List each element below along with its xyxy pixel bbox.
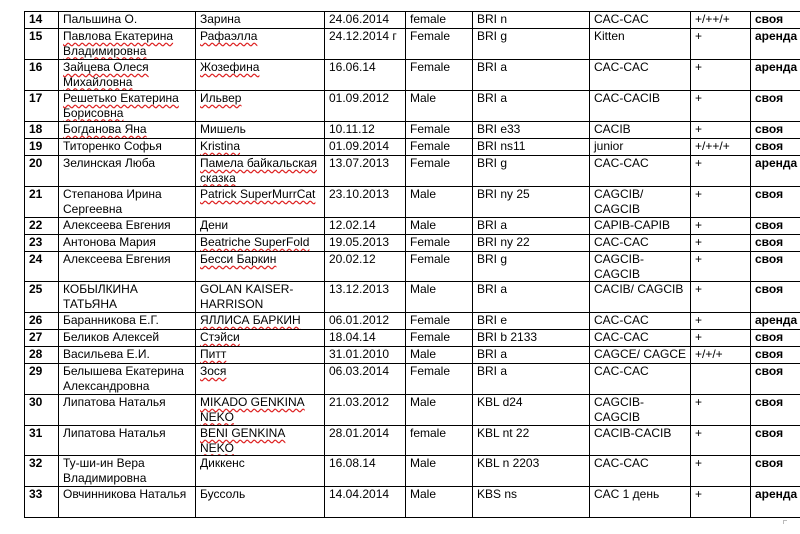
cell-sex: Female bbox=[406, 122, 473, 139]
cell-sex: Female bbox=[406, 364, 473, 395]
cell-title: CAC-CAC bbox=[590, 456, 691, 487]
table-row bbox=[25, 29, 800, 60]
cell-name: Диккенс bbox=[196, 456, 325, 487]
cell-num: 27 bbox=[25, 330, 59, 347]
spellcheck-text: MIKADO GENKINA NEKO bbox=[200, 395, 305, 424]
cell-breed: KBL nt 22 bbox=[473, 426, 590, 456]
cell-rating: + bbox=[691, 313, 751, 330]
cell-rating: + bbox=[691, 60, 751, 91]
cell-birth: 12.02.14 bbox=[325, 218, 406, 235]
table-row bbox=[25, 156, 800, 187]
cell-title: CAC-CAC bbox=[590, 313, 691, 330]
table-row bbox=[25, 282, 800, 313]
cell-status: своя bbox=[751, 91, 800, 122]
cell-owner bbox=[59, 60, 196, 91]
cell-owner: Липатова Наталья bbox=[59, 426, 196, 456]
cell-num: 28 bbox=[25, 347, 59, 364]
cell-name bbox=[196, 139, 325, 156]
table-row bbox=[25, 395, 800, 426]
cell-num: 32 bbox=[25, 456, 59, 487]
cell-status: своя bbox=[751, 12, 800, 29]
cell-status: своя bbox=[751, 235, 800, 252]
cell-title: CACIB/ CAGCIB bbox=[590, 282, 691, 313]
cell-num: 21 bbox=[25, 187, 59, 218]
cell-breed: BRI ns11 bbox=[473, 139, 590, 156]
cell-status: аренда bbox=[751, 313, 800, 330]
cell-name bbox=[196, 252, 325, 282]
table-row bbox=[25, 235, 800, 252]
cell-title: CAC-CAC bbox=[590, 364, 691, 395]
cell-title: CAC-CAC bbox=[590, 60, 691, 91]
cell-num: 31 bbox=[25, 426, 59, 456]
table-row bbox=[25, 218, 800, 235]
table-row bbox=[25, 60, 800, 91]
cell-title: CAC-CAC bbox=[590, 330, 691, 347]
spellcheck-text: Ильвер bbox=[200, 91, 242, 105]
cell-birth: 14.04.2014 bbox=[325, 487, 406, 518]
cell-breed: BRI b 2133 bbox=[473, 330, 590, 347]
cell-num: 20 bbox=[25, 156, 59, 187]
cell-sex: Male bbox=[406, 91, 473, 122]
cell-owner bbox=[59, 29, 196, 60]
cell-num: 26 bbox=[25, 313, 59, 330]
cell-owner: Ту-ши-ин Вера Владимировна bbox=[59, 456, 196, 487]
cell-owner: Васильева Е.И. bbox=[59, 347, 196, 364]
table-body bbox=[25, 12, 800, 518]
cell-breed: BRI g bbox=[473, 156, 590, 187]
cell-num: 25 bbox=[25, 282, 59, 313]
cell-status: своя bbox=[751, 330, 800, 347]
cell-sex: female bbox=[406, 12, 473, 29]
cell-name bbox=[196, 330, 325, 347]
cell-num: 19 bbox=[25, 139, 59, 156]
cell-rating: + bbox=[691, 187, 751, 218]
cell-status: своя bbox=[751, 395, 800, 426]
cell-sex: Male bbox=[406, 456, 473, 487]
cell-sex: Female bbox=[406, 156, 473, 187]
cell-rating: +/++/+ bbox=[691, 139, 751, 156]
cell-status: своя bbox=[751, 282, 800, 313]
cell-birth: 31.01.2010 bbox=[325, 347, 406, 364]
table-row bbox=[25, 347, 800, 364]
cell-title: CAPIB-CAPIB bbox=[590, 218, 691, 235]
cell-birth: 18.04.14 bbox=[325, 330, 406, 347]
cell-status: своя bbox=[751, 218, 800, 235]
cell-breed: BRI a bbox=[473, 60, 590, 91]
cell-title: CAC 1 день bbox=[590, 487, 691, 518]
cell-title: CAC-CAC bbox=[590, 235, 691, 252]
spellcheck-text: Kristina bbox=[200, 139, 241, 153]
cell-breed: BRI a bbox=[473, 282, 590, 313]
cell-status: своя bbox=[751, 426, 800, 456]
cell-breed: BRI ny 22 bbox=[473, 235, 590, 252]
cell-rating: + bbox=[691, 29, 751, 60]
cell-rating: + bbox=[691, 156, 751, 187]
cell-sex: Female bbox=[406, 60, 473, 91]
cell-birth: 13.07.2013 bbox=[325, 156, 406, 187]
cell-num: 24 bbox=[25, 252, 59, 282]
cell-breed: BRI g bbox=[473, 252, 590, 282]
cell-rating: + bbox=[691, 282, 751, 313]
cell-rating: +/+/+ bbox=[691, 347, 751, 364]
cell-name bbox=[196, 395, 325, 426]
table-row bbox=[25, 364, 800, 395]
cell-sex: Female bbox=[406, 313, 473, 330]
cell-title: CAGCIB-CAGCIB bbox=[590, 395, 691, 426]
cell-birth: 20.02.12 bbox=[325, 252, 406, 282]
cell-num: 22 bbox=[25, 218, 59, 235]
cell-num: 17 bbox=[25, 91, 59, 122]
cell-rating: + bbox=[691, 456, 751, 487]
cell-owner: Овчинникова Наталья bbox=[59, 487, 196, 518]
cell-owner: Пальшина О. bbox=[59, 12, 196, 29]
cell-name: Зарина bbox=[196, 12, 325, 29]
cell-rating: + bbox=[691, 330, 751, 347]
cell-owner: Титоренко Софья bbox=[59, 139, 196, 156]
cell-birth: 13.12.2013 bbox=[325, 282, 406, 313]
cell-status: аренда bbox=[751, 60, 800, 91]
cell-status: аренда bbox=[751, 29, 800, 60]
cell-rating: + bbox=[691, 235, 751, 252]
cell-num: 15 bbox=[25, 29, 59, 60]
spellcheck-text: BENI GENKINA NEKO bbox=[200, 426, 286, 455]
cell-name: GOLAN KAISER-HARRISON bbox=[196, 282, 325, 313]
cell-num: 14 bbox=[25, 12, 59, 29]
cell-sex: Male bbox=[406, 218, 473, 235]
cell-name: Дени bbox=[196, 218, 325, 235]
cell-rating: + bbox=[691, 91, 751, 122]
cell-birth: 23.10.2013 bbox=[325, 187, 406, 218]
cell-sex: Female bbox=[406, 330, 473, 347]
cell-breed: BRI e33 bbox=[473, 122, 590, 139]
cell-owner bbox=[59, 122, 196, 139]
cell-sex: Male bbox=[406, 347, 473, 364]
spellcheck-text: Beatriche SuperFold bbox=[200, 235, 310, 249]
cell-num: 33 bbox=[25, 487, 59, 518]
cell-status: аренда bbox=[751, 156, 800, 187]
cell-owner: Белышева Екатерина Александровна bbox=[59, 364, 196, 395]
cell-owner: Зелинская Люба bbox=[59, 156, 196, 187]
cell-sex: Female bbox=[406, 29, 473, 60]
cell-name bbox=[196, 235, 325, 252]
cell-status: своя bbox=[751, 187, 800, 218]
cell-status: своя bbox=[751, 456, 800, 487]
cell-breed: KBS ns bbox=[473, 487, 590, 518]
cell-breed: BRI a bbox=[473, 91, 590, 122]
cell-sex: Male bbox=[406, 187, 473, 218]
cell-breed: KBL n 2203 bbox=[473, 456, 590, 487]
table-row bbox=[25, 456, 800, 487]
cell-rating: + bbox=[691, 487, 751, 518]
cell-rating: + bbox=[691, 252, 751, 282]
cell-owner: Баранникова Е.Г. bbox=[59, 313, 196, 330]
cell-name bbox=[196, 313, 325, 330]
cell-sex: Male bbox=[406, 395, 473, 426]
cell-status: своя bbox=[751, 364, 800, 395]
cell-sex: Male bbox=[406, 487, 473, 518]
cell-breed: BRI n bbox=[473, 12, 590, 29]
cell-owner: Степанова Ирина Сергеевна bbox=[59, 187, 196, 218]
spellcheck-text: Стэйси bbox=[200, 330, 240, 344]
cell-status: своя bbox=[751, 122, 800, 139]
cell-breed: BRI e bbox=[473, 313, 590, 330]
cell-sex: Male bbox=[406, 282, 473, 313]
cell-birth: 24.06.2014 bbox=[325, 12, 406, 29]
cell-status: аренда bbox=[751, 487, 800, 518]
spellcheck-text: Решетько Екатерина Борисовна bbox=[63, 91, 179, 120]
cell-birth: 16.06.14 bbox=[325, 60, 406, 91]
cell-rating: +/++/+ bbox=[691, 12, 751, 29]
table-row bbox=[25, 91, 800, 122]
cell-title: CAGCIB-CAGCIB bbox=[590, 252, 691, 282]
cell-birth: 06.01.2012 bbox=[325, 313, 406, 330]
cell-name bbox=[196, 156, 325, 187]
cell-birth: 01.09.2014 bbox=[325, 139, 406, 156]
cats-table bbox=[24, 11, 800, 518]
cell-num: 18 bbox=[25, 122, 59, 139]
cell-title: CACIB bbox=[590, 122, 691, 139]
cell-name bbox=[196, 426, 325, 456]
cell-owner: Липатова Наталья bbox=[59, 395, 196, 426]
cell-status: своя bbox=[751, 347, 800, 364]
cell-name: Мишель bbox=[196, 122, 325, 139]
cell-birth: 19.05.2013 bbox=[325, 235, 406, 252]
table-row bbox=[25, 313, 800, 330]
cell-breed: BRI a bbox=[473, 364, 590, 395]
cell-sex: Female bbox=[406, 139, 473, 156]
cell-rating: + bbox=[691, 395, 751, 426]
cell-birth: 01.09.2012 bbox=[325, 91, 406, 122]
cell-name bbox=[196, 364, 325, 395]
cell-title: CAC-CACIB bbox=[590, 91, 691, 122]
cell-sex: Female bbox=[406, 252, 473, 282]
page-corner-mark bbox=[783, 520, 787, 524]
spellcheck-text: Бесси Баркин bbox=[200, 252, 277, 266]
spellcheck-text: Питт bbox=[200, 347, 227, 361]
cell-name bbox=[196, 347, 325, 364]
cell-title: CAC-CAC bbox=[590, 12, 691, 29]
cell-birth: 10.11.12 bbox=[325, 122, 406, 139]
cell-owner: Алексеева Евгения bbox=[59, 218, 196, 235]
spellcheck-text: Богданова Яна bbox=[63, 122, 147, 136]
cell-birth: 24.12.2014 г bbox=[325, 29, 406, 60]
cell-owner: Алексеева Евгения bbox=[59, 252, 196, 282]
cell-title: CACIB-CACIB bbox=[590, 426, 691, 456]
table-row bbox=[25, 252, 800, 282]
cell-breed: KBL d24 bbox=[473, 395, 590, 426]
table-row bbox=[25, 487, 800, 518]
cell-breed: BRI a bbox=[473, 347, 590, 364]
table-row bbox=[25, 122, 800, 139]
table-row bbox=[25, 330, 800, 347]
spellcheck-text: Павлова Екатерина Владимировна bbox=[63, 29, 174, 58]
table-row bbox=[25, 187, 800, 218]
cell-name bbox=[196, 60, 325, 91]
spellcheck-text: Рафаэлла bbox=[200, 29, 258, 43]
cell-rating: + bbox=[691, 122, 751, 139]
cell-name: Буссоль bbox=[196, 487, 325, 518]
cell-name bbox=[196, 29, 325, 60]
cell-name bbox=[196, 187, 325, 218]
cell-status: своя bbox=[751, 252, 800, 282]
table-row bbox=[25, 12, 800, 29]
spellcheck-text: Памела байкальская сказка bbox=[200, 156, 317, 185]
table-row bbox=[25, 426, 800, 456]
cell-rating: + bbox=[691, 426, 751, 456]
cell-status: своя bbox=[751, 139, 800, 156]
cell-rating bbox=[691, 364, 751, 395]
cell-owner: Беликов Алексей bbox=[59, 330, 196, 347]
cell-num: 16 bbox=[25, 60, 59, 91]
cell-birth: 21.03.2012 bbox=[325, 395, 406, 426]
cell-name bbox=[196, 91, 325, 122]
cell-birth: 28.01.2014 bbox=[325, 426, 406, 456]
cell-num: 30 bbox=[25, 395, 59, 426]
spellcheck-text: Жозефина bbox=[200, 60, 260, 74]
cell-owner: Антонова Мария bbox=[59, 235, 196, 252]
cell-sex: Female bbox=[406, 235, 473, 252]
cell-title: CAGCE/ CAGCE bbox=[590, 347, 691, 364]
cell-title: CAC-CAC bbox=[590, 156, 691, 187]
cell-num: 23 bbox=[25, 235, 59, 252]
cell-num: 29 bbox=[25, 364, 59, 395]
spellcheck-text: Зося bbox=[200, 364, 227, 378]
cell-title: Kitten bbox=[590, 29, 691, 60]
cell-breed: BRI g bbox=[473, 29, 590, 60]
cell-title: CAGCIB/ CAGCIB bbox=[590, 187, 691, 218]
spellcheck-text: ЯЛЛИСА БАРКИН bbox=[200, 313, 301, 327]
spellcheck-text: Patrick SuperMurrCat bbox=[200, 187, 316, 201]
cell-sex: female bbox=[406, 426, 473, 456]
cell-birth: 16.08.14 bbox=[325, 456, 406, 487]
spellcheck-text: Зайцева Олеся Михайловна bbox=[63, 60, 149, 89]
cell-breed: BRI a bbox=[473, 218, 590, 235]
cell-birth: 06.03.2014 bbox=[325, 364, 406, 395]
table-row bbox=[25, 139, 800, 156]
cell-owner: КОБЫЛКИНА ТАТЬЯНА bbox=[59, 282, 196, 313]
cell-owner bbox=[59, 91, 196, 122]
cell-rating: + bbox=[691, 218, 751, 235]
cell-title: junior bbox=[590, 139, 691, 156]
cell-breed: BRI ny 25 bbox=[473, 187, 590, 218]
